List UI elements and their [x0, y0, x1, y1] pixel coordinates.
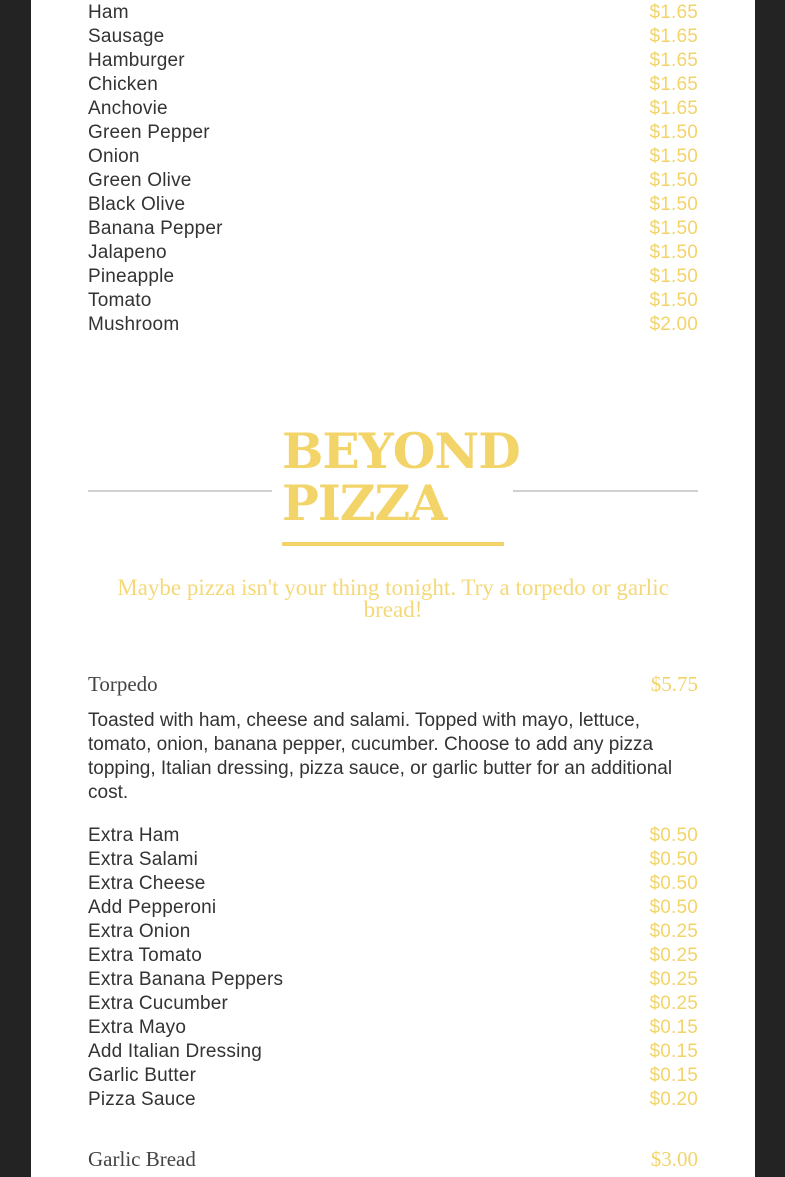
item-price: $1.50	[649, 266, 698, 287]
item-price: $0.25	[649, 945, 698, 966]
section-title	[282, 422, 520, 532]
item-name: Pizza Sauce	[88, 1089, 196, 1110]
item-name: Onion	[88, 146, 140, 167]
item-name: Extra Cucumber	[88, 993, 229, 1014]
list-item	[88, 121, 698, 145]
list-item	[88, 193, 698, 217]
item-name: Extra Tomato	[88, 945, 202, 966]
list-item	[88, 73, 698, 97]
list-item	[88, 944, 698, 968]
list-item	[88, 1016, 698, 1040]
item-price: $1.65	[649, 50, 698, 71]
list-item	[88, 25, 698, 49]
list-item	[88, 824, 698, 848]
item-price: $0.15	[649, 1017, 698, 1038]
item-name: Add Italian Dressing	[88, 1041, 263, 1062]
torpedo-price: $5.75	[650, 672, 698, 696]
item-name: Extra Salami	[88, 849, 199, 870]
item-name: Mushroom	[88, 314, 180, 335]
list-item	[88, 1064, 698, 1088]
list-item	[88, 97, 698, 121]
item-name: Pineapple	[88, 266, 175, 287]
item-name: Green Olive	[88, 170, 192, 191]
garlic-bread-name: Garlic Bread	[88, 1147, 196, 1171]
item-price: $2.00	[649, 314, 698, 335]
list-item	[88, 920, 698, 944]
list-item	[88, 872, 698, 896]
item-price: $0.50	[649, 897, 698, 918]
menu-page	[31, 0, 755, 1177]
item-price: $0.15	[649, 1065, 698, 1086]
item-price: $0.25	[649, 993, 698, 1014]
item-price: $1.50	[649, 218, 698, 239]
item-price: $0.25	[649, 969, 698, 990]
item-price: $1.65	[649, 26, 698, 47]
torpedo-header	[88, 672, 698, 697]
item-name: Garlic Butter	[88, 1065, 197, 1086]
list-item	[88, 217, 698, 241]
item-name: Black Olive	[88, 194, 186, 215]
list-item	[88, 1, 698, 25]
item-name: Extra Mayo	[88, 1017, 187, 1038]
item-price: $0.25	[649, 921, 698, 942]
garlic-bread-price: $3.00	[650, 1147, 698, 1171]
item-name: Ham	[88, 2, 129, 23]
toppings-list	[88, 1, 698, 337]
list-item	[88, 145, 698, 169]
item-price: $1.50	[649, 290, 698, 311]
list-item	[88, 313, 698, 337]
item-name: Jalapeno	[88, 242, 167, 263]
list-item	[88, 49, 698, 73]
list-item	[88, 169, 698, 193]
item-name: Extra Banana Peppers	[88, 969, 284, 990]
list-item	[88, 1040, 698, 1064]
section-title-line1: BEYOND	[282, 422, 520, 480]
item-name: Green Pepper	[88, 122, 210, 143]
item-price: $1.50	[649, 242, 698, 263]
item-name: Tomato	[88, 290, 152, 311]
extras-list	[88, 824, 698, 1112]
list-item	[88, 968, 698, 992]
item-price: $0.20	[649, 1089, 698, 1110]
item-price: $1.50	[649, 170, 698, 191]
list-item	[88, 289, 698, 313]
item-name: Banana Pepper	[88, 218, 223, 239]
item-name: Extra Ham	[88, 825, 180, 846]
list-item	[88, 1088, 698, 1112]
torpedo-name: Torpedo	[88, 672, 158, 696]
list-item	[88, 241, 698, 265]
item-price: $0.50	[649, 873, 698, 894]
section-title-line2: PIZZA	[282, 474, 447, 532]
heading-divider-left	[88, 490, 272, 492]
item-price: $0.15	[649, 1041, 698, 1062]
item-name: Chicken	[88, 74, 159, 95]
item-price: $1.50	[649, 122, 698, 143]
list-item	[88, 896, 698, 920]
item-name: Hamburger	[88, 50, 185, 71]
item-name: Add Pepperoni	[88, 897, 217, 918]
list-item	[88, 992, 698, 1016]
section-tagline: Maybe pizza isn't your thing tonight. Try a torpedo or garlic bread!	[117, 575, 669, 622]
item-price: $1.50	[649, 146, 698, 167]
item-price: $1.65	[649, 74, 698, 95]
garlic-bread-header	[88, 1147, 698, 1172]
list-item	[88, 848, 698, 872]
item-price: $1.50	[649, 194, 698, 215]
item-price: $1.65	[649, 2, 698, 23]
item-price: $0.50	[649, 849, 698, 870]
list-item	[88, 265, 698, 289]
item-name: Sausage	[88, 26, 165, 47]
section-heading	[88, 422, 698, 550]
item-price: $1.65	[649, 98, 698, 119]
item-name: Anchovie	[88, 98, 168, 119]
item-name: Extra Onion	[88, 921, 191, 942]
item-name: Extra Cheese	[88, 873, 206, 894]
item-price: $0.50	[649, 825, 698, 846]
heading-underline	[282, 542, 504, 546]
torpedo-description: Toasted with ham, cheese and salami. Topped with mayo, lettuce, tomato, onion, banana pepper, cucumber. Choose to add any pizza topping, Italian dressing, pizza sauce, or garlic butter for an additional cost.	[88, 710, 673, 803]
heading-divider-right	[513, 490, 698, 492]
